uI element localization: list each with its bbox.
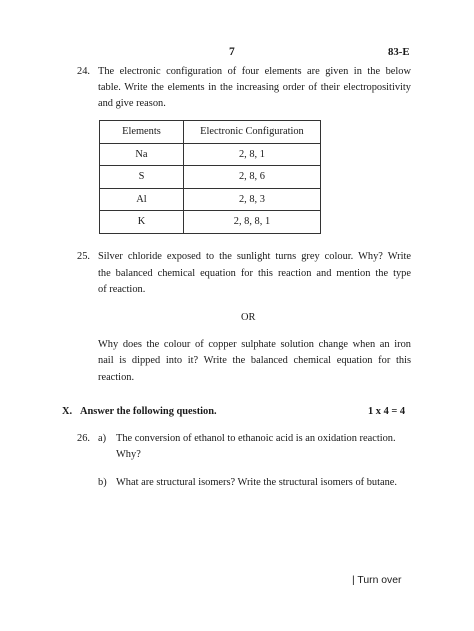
table-row: [100, 143, 321, 166]
question-25-number: 25.: [77, 251, 90, 262]
paper-code: 83-E: [388, 46, 410, 58]
question-24-number: 24.: [77, 66, 90, 77]
question-24-line-1: The electronic configuration of four elements are given in the below: [98, 66, 411, 77]
section-x-marks: 1 x 4 = 4: [368, 406, 406, 417]
question-25-alt-line-2: nail is dipped into it? Write the balanced chemical equation for this: [98, 355, 411, 366]
question-26-a-line-1: The conversion of ethanol to ethanoic acid is an oxidation reaction.: [116, 433, 396, 444]
table-header-row: [100, 121, 321, 144]
question-25-line-2: the balanced chemical equation for this reaction and mention the type: [98, 268, 411, 279]
page-number: 7: [229, 46, 235, 58]
electronic-configuration-table: [99, 120, 321, 234]
table-cell-configuration: 2, 8, 1: [183, 143, 320, 166]
table-cell-configuration: 2, 8, 6: [183, 166, 320, 189]
table-cell-element: K: [100, 211, 184, 234]
question-24-line-2: table. Write the elements in the increasing order of their electropositivity: [98, 82, 411, 93]
table-row: [100, 188, 321, 211]
question-24-line-3: and give reason.: [98, 98, 166, 109]
question-26-b-label: b): [98, 477, 107, 488]
table-row: [100, 211, 321, 234]
question-26-a-line-2: Why?: [116, 449, 141, 460]
table-cell-element: Na: [100, 143, 184, 166]
or-separator: OR: [241, 312, 256, 323]
question-26-number: 26.: [77, 433, 90, 444]
table-header-configuration: Electronic Configuration: [183, 121, 320, 144]
table-header-elements: Elements: [100, 121, 184, 144]
question-26-b-line: What are structural isomers? Write the structural isomers of butane.: [116, 477, 397, 488]
table-cell-element: S: [100, 166, 184, 189]
question-25-line-1: Silver chloride exposed to the sunlight turns grey colour. Why? Write: [98, 251, 411, 262]
question-25-alt-line-1: Why does the colour of copper sulphate solution change when an iron: [98, 339, 411, 350]
section-x-label: X.: [62, 406, 73, 417]
question-26-a-label: a): [98, 433, 107, 444]
table-cell-element: Al: [100, 188, 184, 211]
table-cell-configuration: 2, 8, 3: [183, 188, 320, 211]
table-row: [100, 166, 321, 189]
question-25-line-3: of reaction.: [98, 284, 146, 295]
table-cell-configuration: 2, 8, 8, 1: [183, 211, 320, 234]
section-x-title: Answer the following question.: [80, 406, 217, 417]
question-25-alt-line-3: reaction.: [98, 372, 135, 383]
turn-over-label: | Turn over: [352, 575, 402, 586]
